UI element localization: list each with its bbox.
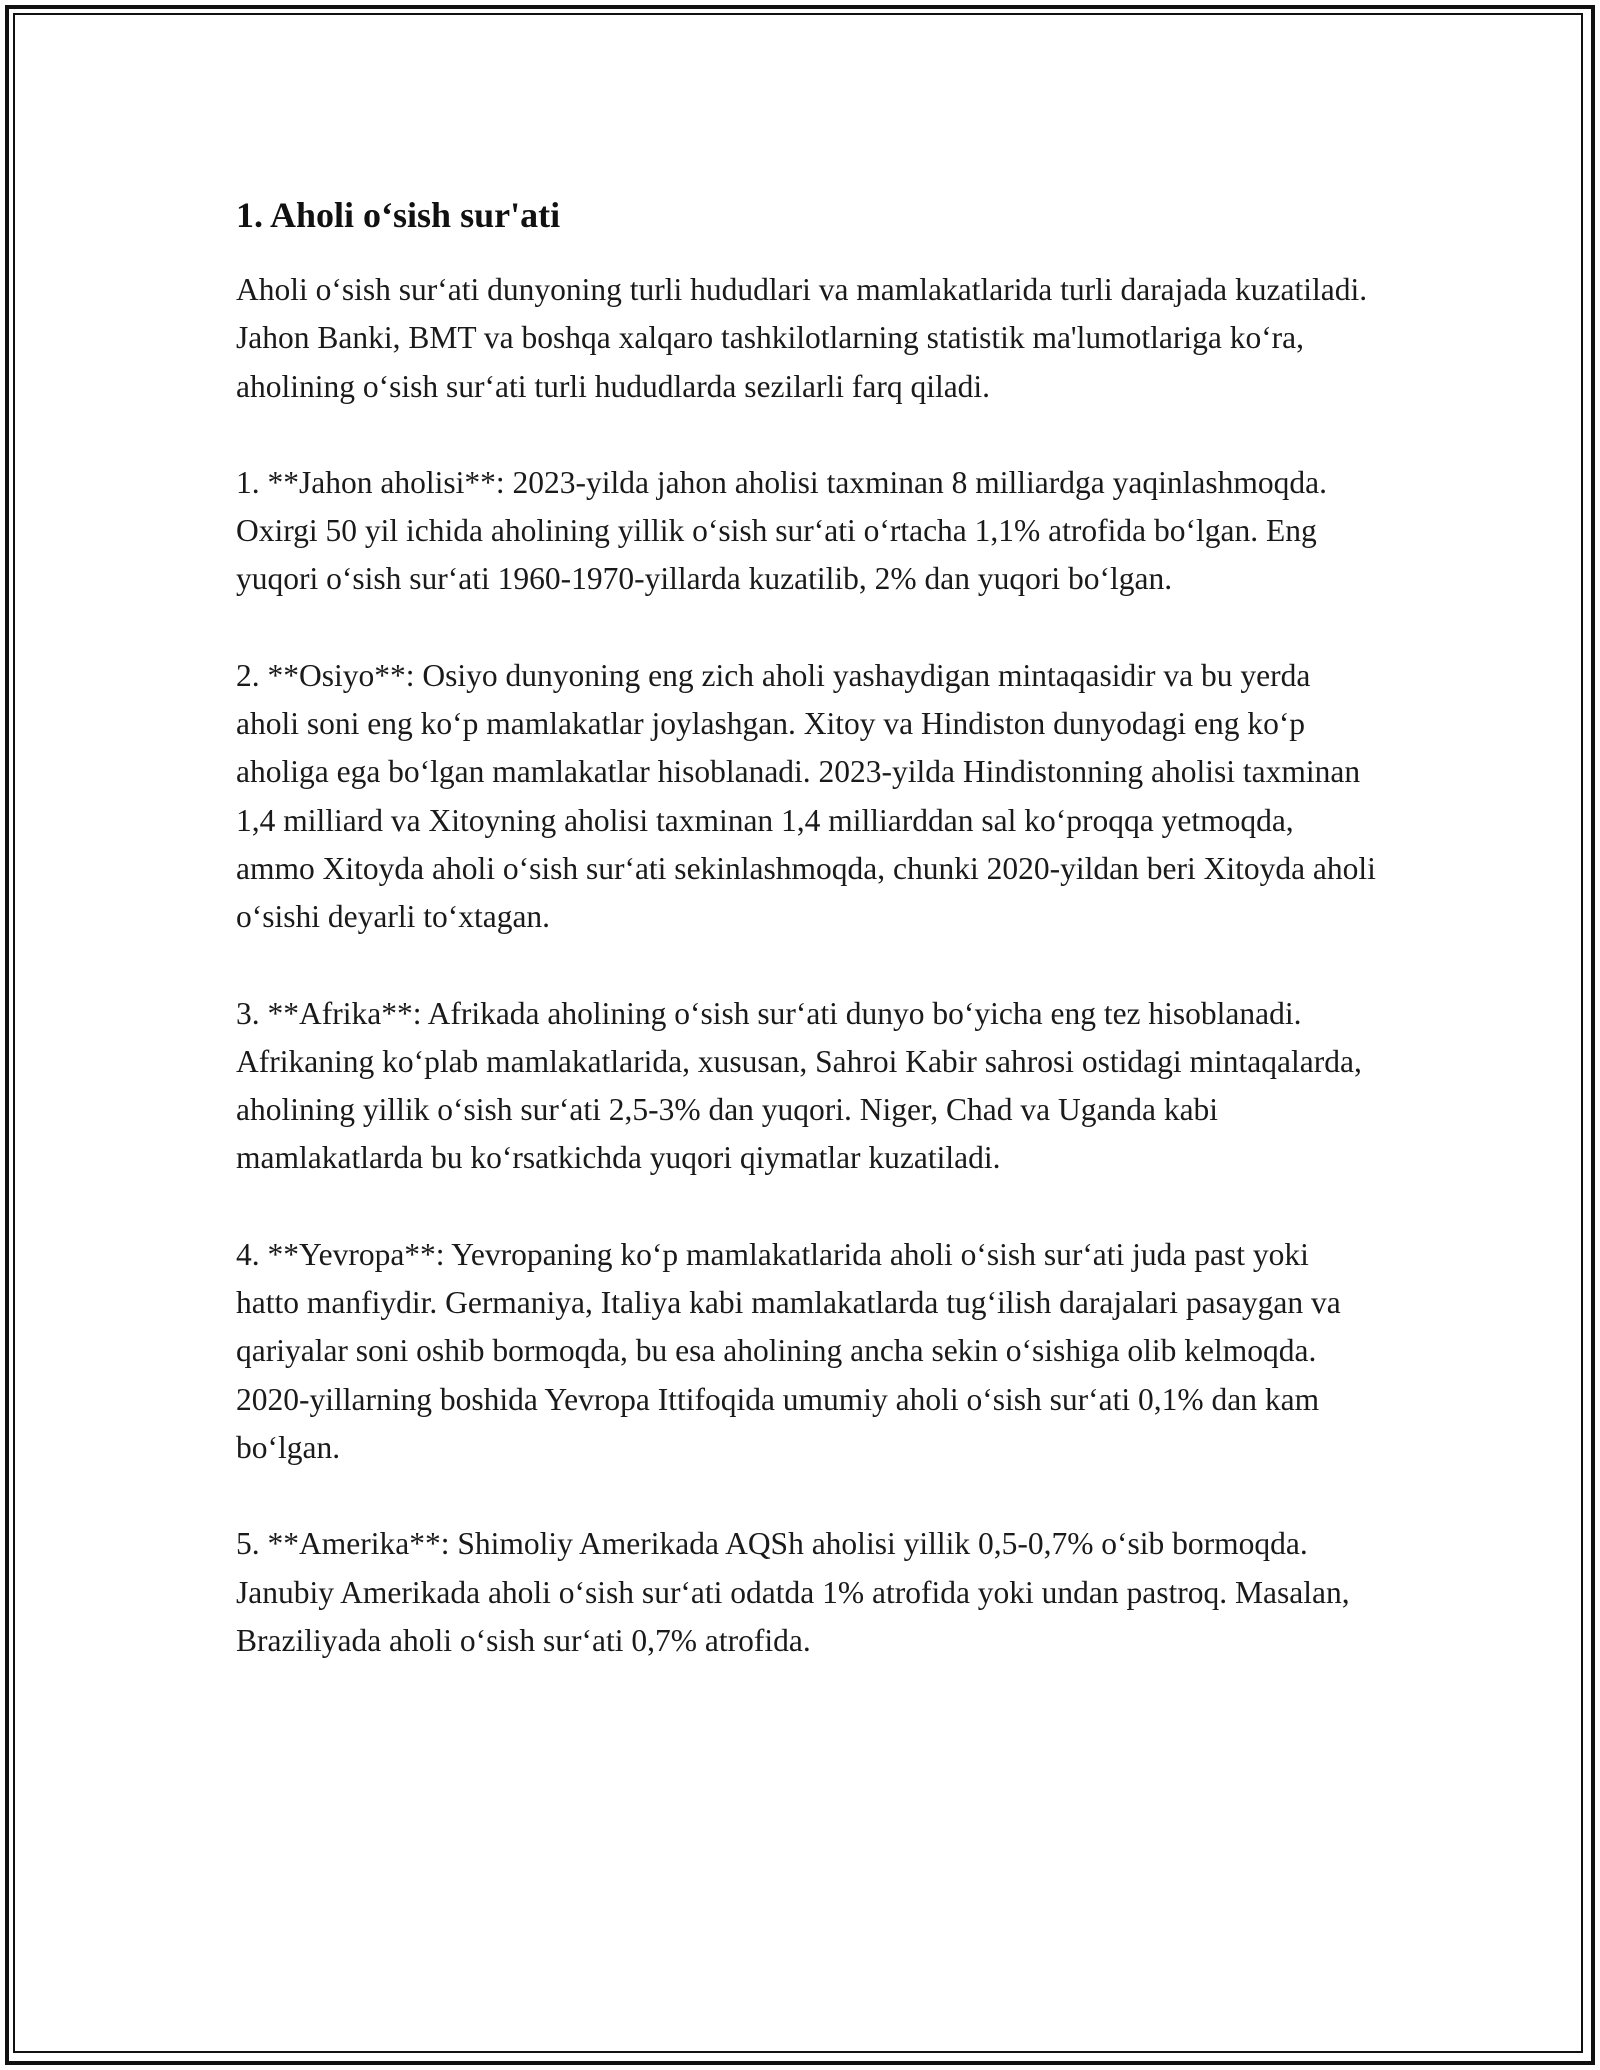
paragraph-europe: 4. **Yevropa**: Yevropaning ko‘p mamlakatlarida aholi o‘sish sur‘ati juda past yoki hatto manfiydir. Germaniya, Italiya kabi mamlakatlarda tug‘ilish darajalari pasaygan va qariyalar soni oshib bormoqda, bu esa aholining ancha sekin o‘sishiga olib kelmoqda. 2020-yillarning boshida Yevropa Ittifoqida umumiy aholi o‘sish sur‘ati 0,1% dan kam bo‘lgan. [236, 1236, 1341, 1465]
paragraph-africa: 3. **Afrika**: Afrikada aholining o‘sish sur‘ati dunyo bo‘yicha eng tez hisoblanadi. Afrikaning ko‘plab mamlakatlarida, xususan, Sahroi Kabir sahrosi ostidagi mintaqalarda, aholining yillik o‘sish sur‘ati 2,5-3% dan yuqori. Niger, Chad va Uganda kabi mamlakatlarda bu ko‘rsatkichda yuqori qiymatlar kuzatiladi. [236, 995, 1362, 1176]
document-body [236, 186, 1376, 1713]
paragraph-world-population: 1. **Jahon aholisi**: 2023-yilda jahon aholisi taxminan 8 milliardga yaqinlashmoqda. Oxirgi 50 yil ichida aholining yillik o‘sish sur‘ati o‘rtacha 1,1% atrofida bo‘lgan. Eng yuqori o‘sish sur‘ati 1960-1970-yillarda kuzatilib, 2% dan yuqori bo‘lgan. [236, 464, 1327, 597]
section-title: 1. Aholi o‘sish sur'ati [236, 195, 561, 235]
paragraph-america: 5. **Amerika**: Shimoliy Amerikada AQSh aholisi yillik 0,5-0,7% o‘sib bormoqda. Janubiy Amerikada aholi o‘sish sur‘ati odatda 1% atrofida yoki undan pastroq. Masalan, Braziliyada aholi o‘sish sur‘ati 0,7% atrofida. [236, 1526, 1350, 1658]
intro-paragraph: Aholi o‘sish sur‘ati dunyoning turli hududlari va mamlakatlarida turli darajada kuzatiladi. Jahon Banki, BMT va boshqa xalqaro tashkilotlarning statistik ma'lumotlariga ko‘ra, aholining o‘sish sur‘ati turli hududlarda sezilarli farq qiladi. [236, 272, 1368, 404]
paragraph-asia: 2. **Osiyo**: Osiyo dunyoning eng zich aholi yashaydigan mintaqasidir va bu yerda aholi soni eng ko‘p mamlakatlar joylashgan. Xitoy va Hindiston dunyodagi eng ko‘p aholiga ega bo‘lgan mamlakatlar hisoblanadi. 2023-yilda Hindistonning aholisi taxminan 1,4 milliard va Xitoyning aholisi taxminan 1,4 milliarddan sal ko‘proqqa yetmoqda, ammo Xitoyda aholi o‘sish sur‘ati sekinlashmoqda, chunki 2020-yildan beri Xitoyda aholi o‘sishi deyarli to‘xtagan. [236, 657, 1376, 935]
